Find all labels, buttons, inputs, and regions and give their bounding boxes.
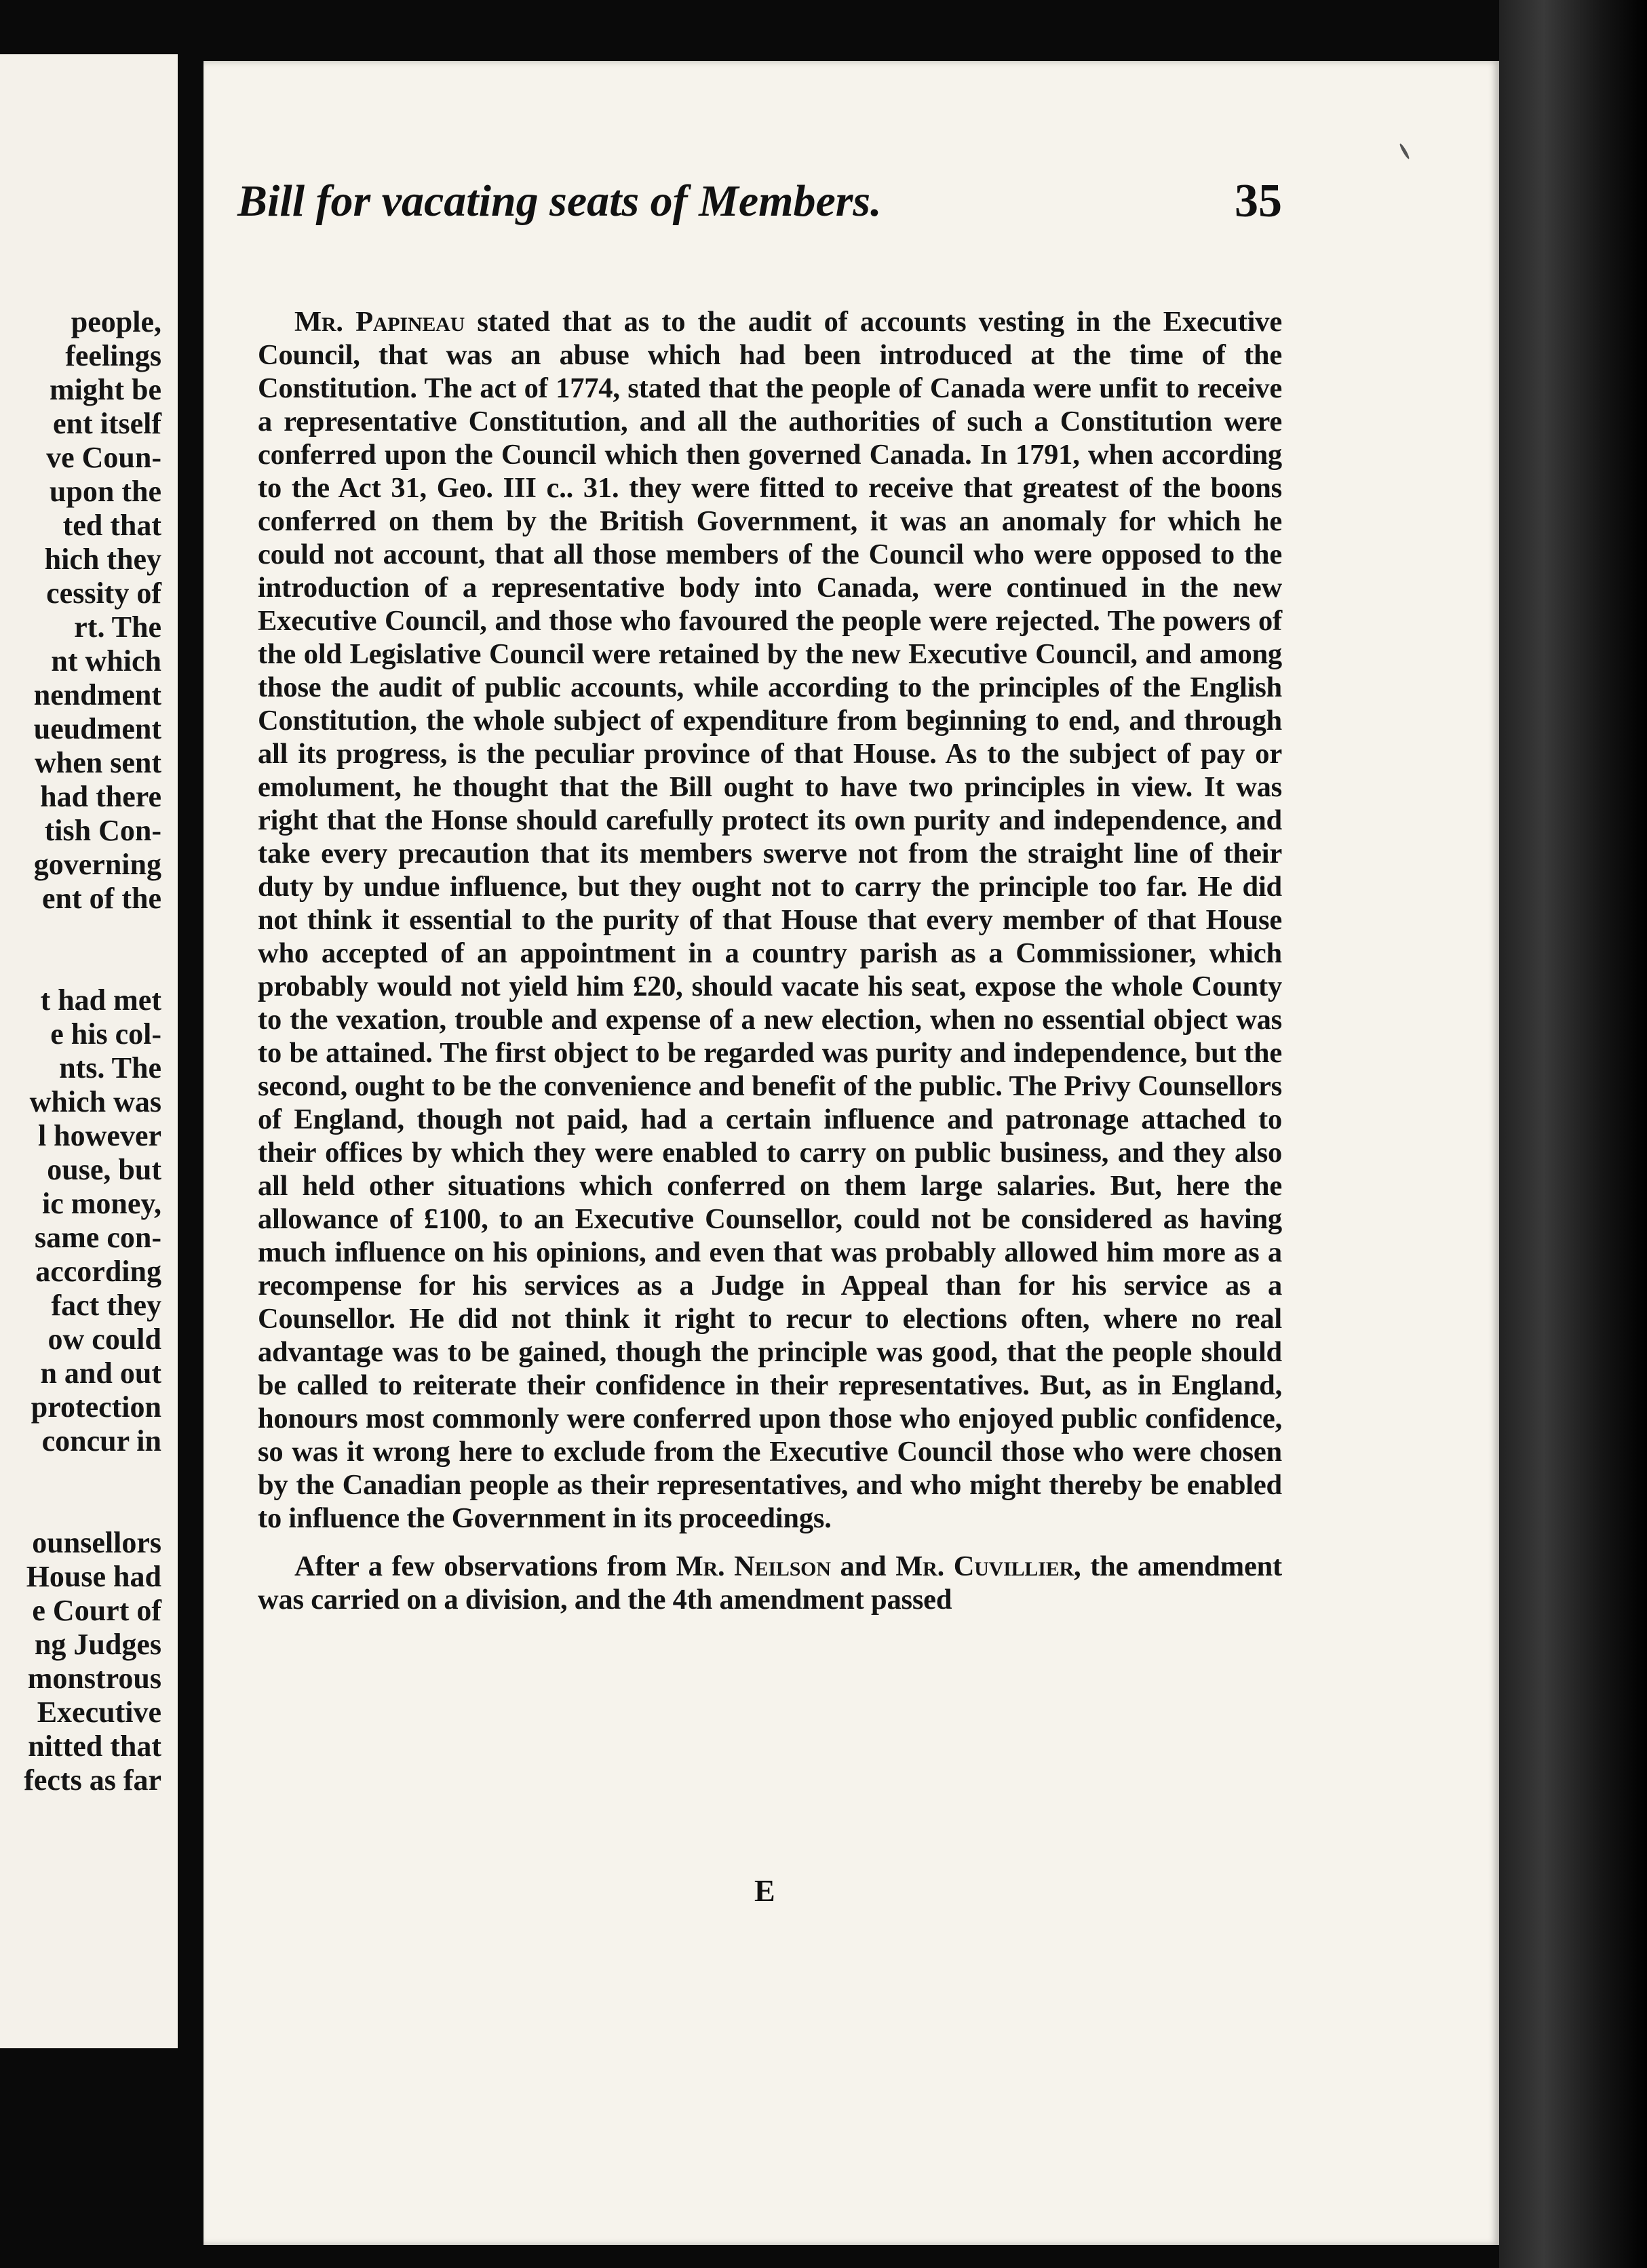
previous-page-line: House had	[26, 1560, 161, 1593]
paragraph-amendment	[258, 1550, 1282, 1616]
previous-page-line	[0, 950, 178, 983]
previous-page-fragment	[0, 54, 178, 2048]
page-header	[237, 171, 1296, 232]
previous-page-line: Executive	[37, 1696, 161, 1729]
previous-page-line: ow could	[47, 1323, 161, 1356]
page-number: 35	[1235, 175, 1282, 227]
previous-page-line: hich they	[44, 543, 161, 576]
previous-page-line: rt. The	[74, 610, 161, 644]
previous-page-line: t had met	[40, 983, 161, 1017]
page-body	[258, 305, 1282, 1616]
previous-page-line: upon the	[49, 475, 161, 508]
previous-page-line: n and out	[40, 1356, 161, 1390]
previous-page-line: ve Coun-	[46, 441, 161, 474]
previous-page-line: ng Judges	[34, 1628, 161, 1661]
paragraph-text: , the amendment was carried on a division, and the 4th amendment passed	[258, 1550, 1283, 1616]
previous-page-line: according	[35, 1255, 161, 1288]
previous-page-line: ent itself	[52, 407, 161, 440]
paragraph-text: stated that as to the audit of accounts vesting in the Executive Council, that was an abuse which had been introduced at the time of the Constitution. The act of 1774, stated that the people of Canada were unfit to receive a representative Constitution, and all the authorities of such a Constitution were conferred upon the Council which then governed Canada. In 1791, when according to the Act 31, Geo. III c.. 31. they were fitted to receive that greatest of the boons conferred on them by the British Government, it was an anomaly for which he could not account, that all those members of the Council who were opposed to the introduction of a representative body into Canada, were continued in the new Executive Council, and those who favoured the people were rejected. The powers of the old Legislative Council were retained by the new Executive Council, and among those the audit of public accounts, while according to the principles of the English Constitution, the whole subject of expenditure from beginning to end, and through all its progress, is the peculiar province of that House. As to the subject of pay or emolument, he thought that the Bill ought to have two principles in view. It was right that the Honse should carefully protect its own purity and independence, and take every precaution that its members swerve not from the straight line of their duty by undue influence, but they ought not to carry the principle too far. He did not think it essential to the purity of that House that every member of that House who accepted of an appointment in a country parish as a Commissioner, which probably would not yield him £20, should vacate his seat, expose the whole County to the vexation, trouble and expense of a new election, when no essential object was to be attained. The first object to be regarded was purity and independence, but the second, ought to be the convenience and benefit of the public. The Privy Counsellors of England, though not paid, had a certain influence and patronage attached to their offices by which they were enabled to carry on public business, and they also all held other situations which conferred on them large salaries. But, here the allowance of £100, to an Executive Counsellor, could not be considered as having much influence on his opinions, and even that was probably allowed him more as a recompense for his services as a Judge in Appeal than for his service as a Counsellor. He did not think it right to recur to elections often, where no real advantage was to be gained, though the principle was good, that the people should be called to reiterate their confidence in their representatives. But, as in England, honours most commonly were conferred upon those who enjoyed public confidence, so was it wrong here to exclude from the Executive Council those who were chosen by the Canadian people as their representatives, and who might thereby be enabled to influence the Government in its proceedings.	[258, 306, 1283, 1534]
previous-page-line: ic money,	[42, 1187, 161, 1220]
speaker-name: Mr. Papineau	[294, 306, 465, 338]
previous-page-line	[0, 1458, 178, 1492]
speaker-name-cuvillier: Mr. Cuvillier	[895, 1550, 1074, 1582]
speaker-name-neilson: Mr. Neilson	[676, 1550, 831, 1582]
previous-page-text	[0, 305, 178, 1797]
previous-page-line: nt which	[51, 644, 161, 678]
previous-page-line: l however	[37, 1119, 161, 1152]
previous-page-line: monstrous	[27, 1662, 161, 1695]
previous-page-line: feelings	[65, 339, 161, 372]
previous-page-line: ent of the	[42, 882, 161, 915]
signature-mark: E	[754, 1873, 775, 1908]
previous-page-line: ted that	[62, 509, 161, 542]
previous-page-line: ouse, but	[47, 1153, 161, 1186]
previous-page-line: protection	[31, 1390, 161, 1424]
previous-page-line: ounsellors	[32, 1526, 161, 1559]
running-title: Bill for vacating seats of Members.	[237, 176, 882, 226]
previous-page-line: e his col-	[50, 1017, 161, 1051]
previous-page-line: might be	[50, 373, 161, 406]
previous-page-line: concur in	[41, 1424, 161, 1458]
previous-page-line: nitted that	[28, 1729, 161, 1763]
previous-page-line: nts. The	[59, 1051, 161, 1084]
book-edge	[1499, 0, 1647, 2268]
previous-page-line: same con-	[35, 1221, 161, 1254]
previous-page-line	[0, 916, 178, 950]
previous-page-line: fects as far	[24, 1763, 161, 1797]
paragraph-conjunction: and	[830, 1550, 896, 1582]
previous-page-line: people,	[71, 305, 161, 338]
previous-page-line	[0, 1492, 178, 1526]
previous-page-line: when sent	[34, 746, 161, 779]
previous-page-line: ueudment	[33, 712, 161, 745]
previous-page-line: governing	[33, 848, 161, 881]
previous-page-line: which was	[29, 1085, 161, 1118]
paragraph-papineau	[258, 305, 1282, 1535]
previous-page-line: nendment	[33, 678, 161, 711]
previous-page-line: e Court of	[32, 1594, 161, 1627]
previous-page-line: had there	[40, 780, 161, 813]
previous-page-line: cessity of	[46, 576, 161, 610]
previous-page-line: tish Con-	[44, 814, 161, 847]
previous-page-line: fact they	[51, 1289, 161, 1322]
paragraph-lead: After a few observations from	[294, 1550, 676, 1582]
